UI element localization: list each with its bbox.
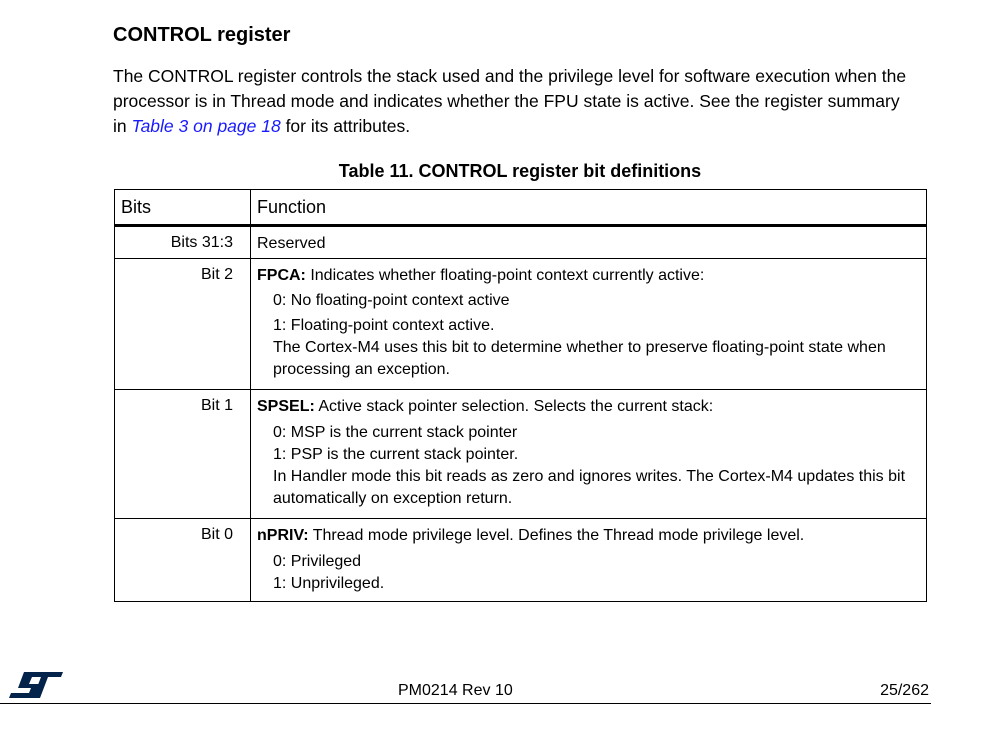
header-bits: Bits <box>115 190 251 226</box>
table-row <box>115 226 927 259</box>
intro-text-end: for its attributes. <box>280 116 411 136</box>
field-value: 1: Floating-point context active. <box>273 317 495 334</box>
header-function: Function <box>251 190 927 226</box>
footer-document-id: PM0214 Rev 10 <box>398 682 513 699</box>
row-function <box>251 390 927 519</box>
row-function <box>251 259 927 390</box>
field-name: FPCA: <box>257 267 306 284</box>
control-register-table <box>114 189 927 602</box>
row-bits: Bits 31:3 <box>115 226 251 259</box>
row-bits: Bit 0 <box>115 519 251 602</box>
footer-divider <box>0 703 931 704</box>
field-value: 0: Privileged <box>273 553 362 570</box>
row-function <box>251 226 927 259</box>
st-logo-icon <box>8 670 64 700</box>
footer-page-number: 25/262 <box>880 682 929 699</box>
field-note: The Cortex-M4 uses this bit to determine whether to preserve floating-point state when processing an exception. <box>273 339 886 378</box>
field-value: 0: No floating-point context active <box>273 292 510 309</box>
field-summary: Indicates whether floating-point context currently active: <box>305 267 705 284</box>
intro-text-start: The CONTROL register controls the stack used and the privilege level for software execution when the processor is in Thread mode and indicates whether the FPU state is active. See the register summary in <box>113 66 907 136</box>
intro-paragraph <box>113 64 913 139</box>
table-caption: Table 11. CONTROL register bit definitions <box>338 161 702 181</box>
field-value: 1: Unprivileged. <box>273 575 385 592</box>
field-value: 1: PSP is the current stack pointer. <box>273 446 519 463</box>
field-name: SPSEL: <box>257 398 315 415</box>
table-header-row <box>115 190 927 226</box>
field-name: nPRIV: <box>257 527 309 544</box>
row-description: Reserved <box>257 235 326 252</box>
row-description <box>257 397 918 417</box>
row-description <box>257 266 918 286</box>
row-description <box>257 526 918 546</box>
row-function <box>251 519 927 602</box>
table-row <box>115 390 927 519</box>
row-bits: Bit 2 <box>115 259 251 390</box>
field-value: 0: MSP is the current stack pointer <box>273 424 518 441</box>
section-title: CONTROL register <box>113 24 291 46</box>
field-summary: Thread mode privilege level. Defines the Thread mode privilege level. <box>308 527 805 544</box>
table-row <box>115 519 927 602</box>
row-bits: Bit 1 <box>115 390 251 519</box>
field-summary: Active stack pointer selection. Selects the current stack: <box>314 398 714 415</box>
table-row <box>115 259 927 390</box>
table-3-link[interactable]: Table 3 on page 18 <box>131 116 281 136</box>
field-note: In Handler mode this bit reads as zero and ignores writes. The Cortex-M4 updates this bit automatically on exception return. <box>273 468 906 507</box>
